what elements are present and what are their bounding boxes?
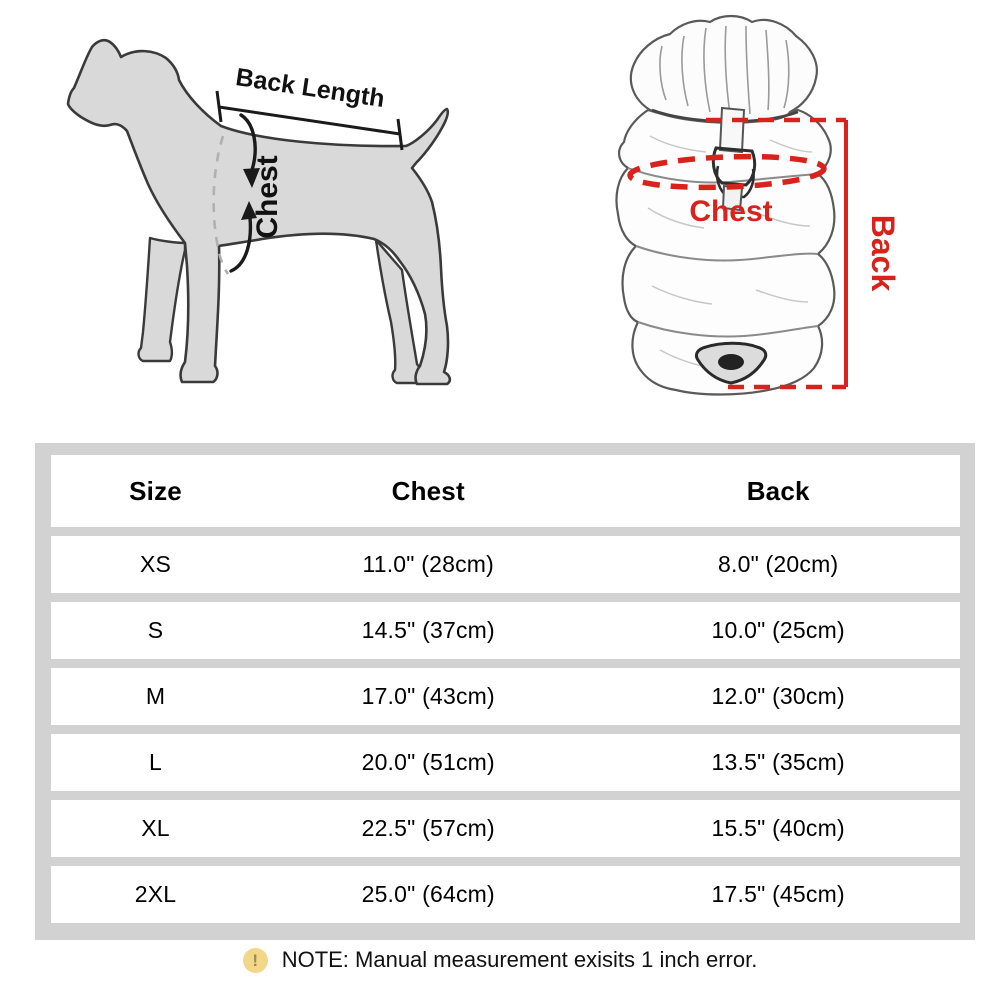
exclamation-mark: ! xyxy=(252,950,259,970)
back-cell: 10.0" (25cm) xyxy=(711,617,845,643)
vest-back-label: Back xyxy=(865,214,901,292)
back-cell: 17.5" (45cm) xyxy=(711,881,845,907)
table-row xyxy=(51,734,960,791)
dog-chest-label: Chest xyxy=(251,155,284,239)
size-cell: XL xyxy=(141,815,170,841)
table-row xyxy=(51,602,960,659)
table-row xyxy=(51,800,960,857)
dog-far-front-leg xyxy=(139,238,185,361)
header-chest: Chest xyxy=(391,475,465,506)
back-cell: 15.5" (40cm) xyxy=(711,815,845,841)
table-row xyxy=(51,668,960,725)
size-cell: 2XL xyxy=(134,881,177,907)
header-size: Size xyxy=(129,475,182,506)
buckle-strap-top xyxy=(720,108,744,152)
dog-measure-diagram xyxy=(30,18,490,430)
back-cell: 13.5" (35cm) xyxy=(711,749,845,775)
chest-cell: 17.0" (43cm) xyxy=(361,683,495,709)
exclamation-icon xyxy=(243,948,268,973)
back-length-tick-left xyxy=(217,91,221,122)
logo-patch-emblem xyxy=(718,354,744,370)
size-cell: S xyxy=(147,617,164,643)
size-cell: L xyxy=(149,749,163,775)
vest-chest-label: Chest xyxy=(689,195,773,228)
chest-cell: 22.5" (57cm) xyxy=(361,815,495,841)
size-cell: M xyxy=(145,683,166,709)
table-row xyxy=(51,866,960,923)
size-cell: XS xyxy=(139,551,172,577)
back-cell: 8.0" (20cm) xyxy=(718,551,839,577)
chest-cell: 20.0" (51cm) xyxy=(361,749,495,775)
back-cell: 12.0" (30cm) xyxy=(711,683,845,709)
vest-measure-diagram xyxy=(590,8,990,432)
chest-cell: 14.5" (37cm) xyxy=(361,617,495,643)
note-text: NOTE: Manual measurement exisits 1 inch error. xyxy=(281,947,758,972)
chest-cell: 25.0" (64cm) xyxy=(361,881,495,907)
chest-cell: 11.0" (28cm) xyxy=(362,551,495,577)
header-back: Back xyxy=(746,475,810,506)
size-table xyxy=(35,443,975,940)
table-row xyxy=(51,536,960,593)
back-length-label: Back Length xyxy=(233,63,387,114)
measurement-note xyxy=(0,936,1000,984)
table-header-row xyxy=(51,455,960,527)
